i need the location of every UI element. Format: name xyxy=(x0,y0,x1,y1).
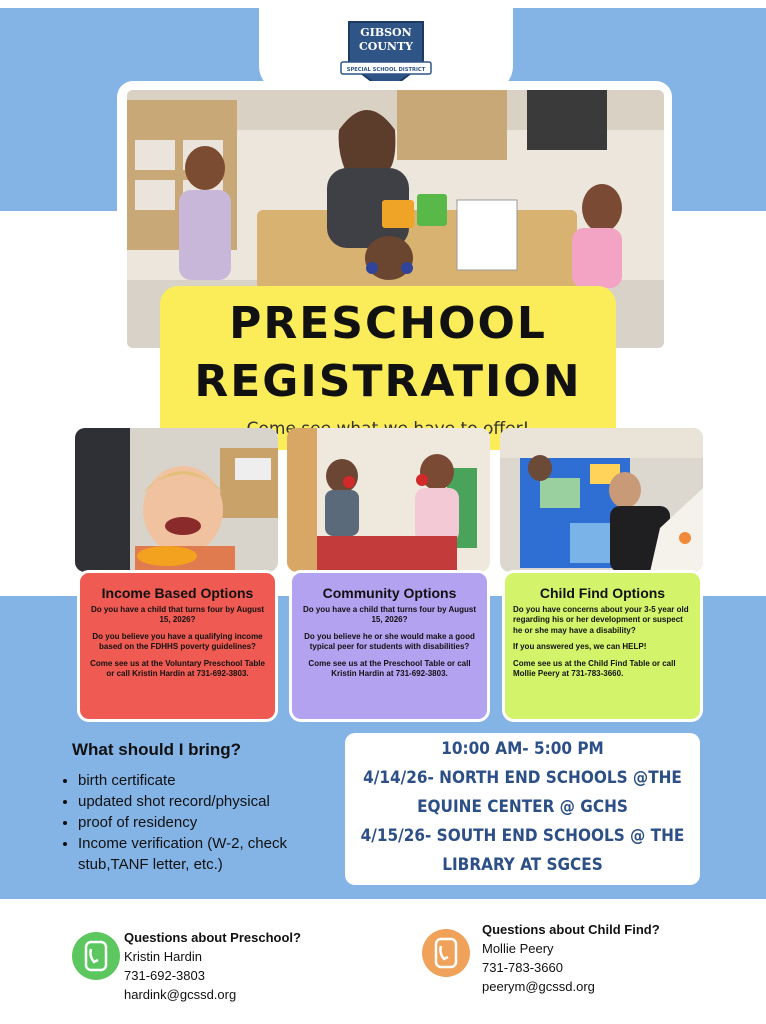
headline-line2: REGISTRATION xyxy=(194,356,582,407)
community-card-title: Community Options xyxy=(322,585,457,601)
what-to-bring-section xyxy=(56,740,336,875)
income-card-text-1: Do you have a child that turns four by August 15, 2026? xyxy=(90,605,265,625)
income-card-text-2: Do you believe you have a qualifying income based on the FDHHS poverty guidelines? xyxy=(92,631,263,652)
preschool-contact xyxy=(124,928,301,1004)
child-find-contact-phone[interactable]: 731-783-3660 xyxy=(482,960,563,975)
schedule-box xyxy=(345,733,700,885)
bring-item: • birth certificate xyxy=(78,770,336,791)
child-find-contact xyxy=(482,920,660,996)
schedule-line-1: 4/14/26- NORTH END SCHOOLS @THE xyxy=(363,768,682,788)
child-find-contact-question: Questions about Child Find? xyxy=(482,922,660,937)
child-find-contact-name: Mollie Peery xyxy=(482,941,554,956)
phone-icon xyxy=(422,929,470,977)
phone-icon xyxy=(72,932,120,980)
bring-list xyxy=(56,770,336,875)
logo-line3: SPECIAL SCHOOL DISTRICT xyxy=(346,67,426,73)
community-card-text-2: Do you believe he or she would make a good typical peer for students with disabilities? xyxy=(304,631,475,652)
headline-box xyxy=(160,286,616,450)
schedule-line-3: 4/15/26- SOUTH END SCHOOLS @ THE xyxy=(360,826,685,846)
logo-tab xyxy=(259,8,513,92)
community-card-text-1: Do you have a child that turns four by August 15, 2026? xyxy=(302,605,477,625)
logo-line1: GIBSON xyxy=(360,26,412,39)
schedule-line-2: EQUINE CENTER @ GCHS xyxy=(417,797,628,817)
income-options-card xyxy=(77,570,278,722)
card-photo-sensory-table xyxy=(500,428,703,572)
child-find-card-text-3: Come see us at the Child Find Table or call Mollie Peery at 731-783-3660. xyxy=(513,658,676,678)
bring-item: • Income verification (W-2, check stub,TANF letter, etc.) xyxy=(78,833,336,875)
preschool-contact-email[interactable]: hardink@gcssd.org xyxy=(124,987,237,1002)
child-find-contact-email[interactable]: peerym@gcssd.org xyxy=(482,979,595,994)
logo-line2: COUNTY xyxy=(358,40,414,53)
child-find-card-title: Child Find Options xyxy=(539,585,666,601)
bring-item: • updated shot record/physical xyxy=(78,791,336,812)
child-find-card-text-1: Do you have concerns about your 3-5 year old regarding his or her development or suspect he or she may have a disability? xyxy=(513,605,689,635)
community-options-card xyxy=(289,570,490,722)
child-find-card-text-2: If you answered yes, we can HELP! xyxy=(513,642,647,652)
child-find-options-card xyxy=(502,570,703,722)
preschool-contact-phone[interactable]: 731-692-3803 xyxy=(124,968,205,983)
schedule-line-4: LIBRARY AT SGCES xyxy=(442,855,603,875)
preschool-contact-question: Questions about Preschool? xyxy=(124,930,301,945)
headline-line1: PRESCHOOL xyxy=(229,298,547,349)
preschool-contact-name: Kristin Hardin xyxy=(124,949,203,964)
community-card-text-3: Come see us at the Preschool Table or call Kristin Hardin at 731-692-3803. xyxy=(308,658,471,678)
income-card-title: Income Based Options xyxy=(101,585,254,601)
what-to-bring-heading: What should I bring? xyxy=(72,740,242,759)
income-card-text-3: Come see us at the Voluntary Preschool Table or call Kristin Hardin at 731-692-3803. xyxy=(90,658,265,678)
card-photo-phone-kids xyxy=(287,428,490,572)
schedule-time: 10:00 AM- 5:00 PM xyxy=(441,739,604,759)
card-photo-boy xyxy=(75,428,278,572)
bring-item: • proof of residency xyxy=(78,812,336,833)
